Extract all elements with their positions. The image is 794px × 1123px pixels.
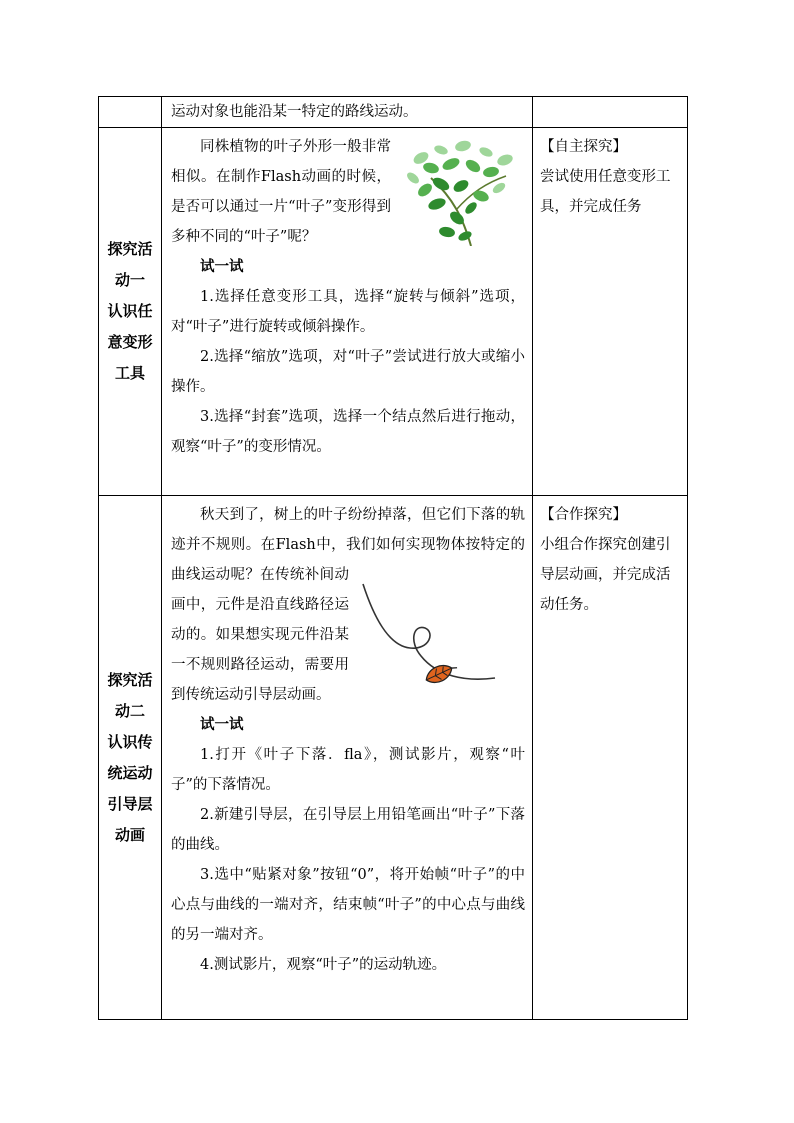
activity-one-step: 1.选择任意变形工具，选择“旋转与倾斜”选项，对“叶子”进行旋转或倾斜操作。 [171,289,525,335]
activity-two-content [162,496,533,1020]
label-line: 引导层 [107,794,153,813]
label-line: 认识任 [107,302,153,320]
label-line: 动一 [114,271,145,289]
label-line: 意变形 [107,333,153,351]
label-line: 动二 [114,701,145,720]
activity-two-step: 4.测试影片，观察“叶子”的运动轨迹。 [200,957,447,973]
activity-one-side-text: 尝试使用任意变形工具，并完成任务 [540,169,671,215]
label-line: 统运动 [107,763,153,782]
content-cell [162,97,533,128]
lesson-table [98,96,688,1020]
activity-two-try-heading: 试一试 [200,717,244,733]
activity-two-side [533,496,688,1020]
label-line: 动画 [114,825,145,844]
activity-one-try-heading: 试一试 [200,259,244,275]
label-line: 工具 [114,364,145,382]
activity-two-side-tag: 【合作探究】 [540,507,627,523]
table-row [99,97,688,128]
side-cell-empty [533,97,688,128]
falling-leaf-curve-icon [355,576,505,706]
activity-one-side-tag: 【自主探究】 [540,139,627,155]
label-cell-empty [99,97,162,128]
activity-two-side-text: 小组合作探究创建引导层动画，并完成活动任务。 [540,537,671,613]
activity-one-side [533,128,688,496]
table-row-activity-one [99,128,688,496]
activity-two-step: 2.新建引导层，在引导层上用铅笔画出“叶子”下落的曲线。 [171,807,525,853]
continuation-text: 运动对象也能沿某一特定的路线运动。 [171,104,418,120]
activity-two-intro: 秋天到了，树上的叶子纷纷掉落，但它们下落的轨迹并不规则。在Flash中，我们如何实现物体按特定的曲线运动呢？在传统补间动画中，元件是沿直线路径运动的。如果想实现元件沿某一不规则路径运动，需要用到传统运动引导层动画。 [171,507,525,703]
label-line: 认识传 [107,732,153,751]
activity-two-step: 3.选中“贴紧对象”按钮“0”，将开始帧“叶子”的中心点与曲线的一端对齐，结束帧“叶子”的中心点与曲线的另一端对齐。 [171,867,525,943]
activity-one-step: 3.选择“封套”选项，选择一个结点然后进行拖动，观察“叶子”的变形情况。 [171,409,525,455]
label-line: 探究活 [107,670,153,689]
activity-two-step: 1.打开《叶子下落．fla》，测试影片，观察“叶子”的下落情况。 [171,747,525,793]
activity-one-content [162,128,533,496]
label-line: 探究活 [107,240,153,258]
activity-one-step: 2.选择“缩放”选项，对“叶子”尝试进行放大或缩小操作。 [171,349,525,395]
table-row-activity-two [99,496,688,1020]
activity-one-label [99,128,162,496]
activity-two-label [99,496,162,1020]
green-leaves-tree-icon [401,138,519,246]
activity-one-intro: 同株植物的叶子外形一般非常相似。在制作Flash动画的时候，是否可以通过一片“叶子”变形得到多种不同的“叶子”呢？ [171,139,391,245]
